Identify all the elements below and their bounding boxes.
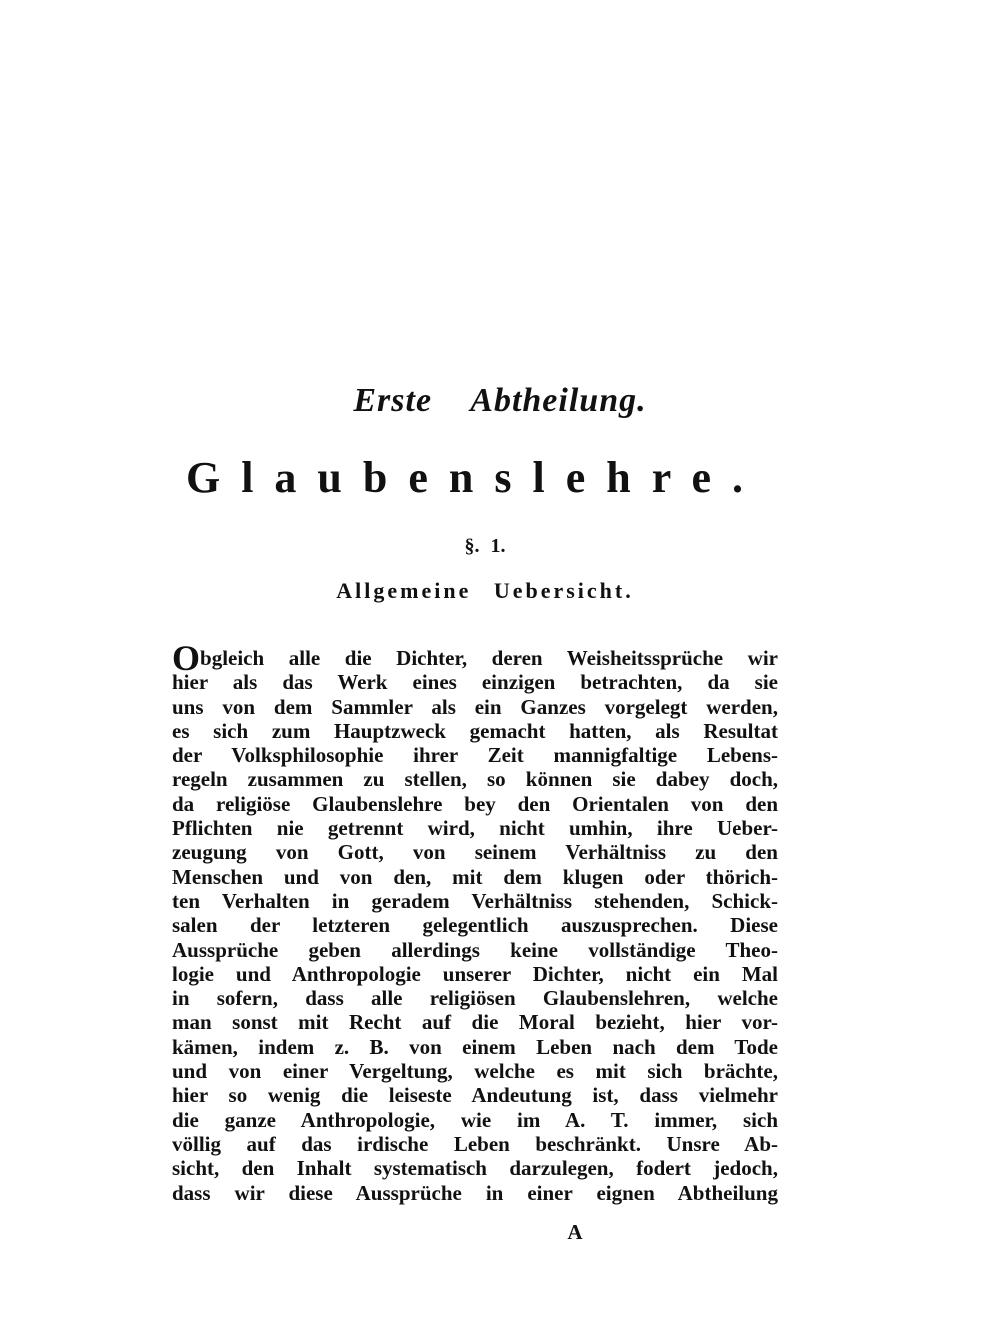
text-line: salen der letzteren gelegentlich auszusprechen. Diese: [172, 913, 778, 938]
text-line: dass wir diese Aussprüche in einer eignen Abtheilung: [172, 1180, 778, 1205]
body-text: [172, 638, 778, 1205]
text-line: sicht, den Inhalt systematisch darzulegen, fodert jedoch,: [172, 1156, 778, 1181]
text-line: da religiöse Glaubenslehre bey den Orientalen von den: [172, 791, 778, 816]
text-line: Pflichten nie getrennt wird, nicht umhin, ihre Ueber-: [172, 816, 778, 841]
text-line: völlig auf das irdische Leben beschränkt. Unsre Ab-: [172, 1131, 778, 1156]
text-line: hier als das Werk eines einzigen betrachten, da sie: [172, 670, 778, 695]
text-line: uns von dem Sammler als ein Ganzes vorgelegt werden,: [172, 694, 778, 719]
section-title: Allgemeine Uebersicht.: [336, 578, 634, 603]
text-line: der Volksphilosophie ihrer Zeit mannigfaltige Lebens-: [172, 743, 778, 768]
text-line: Aussprüche geben allerdings keine vollständige Theo-: [172, 937, 778, 962]
text-line-content: bgleich alle die Dichter, deren Weisheitssprüche wir: [200, 646, 778, 670]
text-line: regeln zusammen zu stellen, so können sie dabey doch,: [172, 767, 778, 792]
drop-cap: O: [172, 638, 201, 678]
part-title: Erste Abtheilung.: [353, 382, 647, 419]
text-line: [172, 638, 778, 678]
text-line: in sofern, dass alle religiösen Glaubenslehren, welche: [172, 986, 778, 1011]
main-title: Glaubenslehre.: [185, 453, 764, 502]
text-line: hier so wenig die leiseste Andeutung ist, dass vielmehr: [172, 1083, 778, 1108]
text-line: logie und Anthropologie unserer Dichter, nicht ein Mal: [172, 961, 778, 986]
section-number: §. 1.: [464, 535, 506, 557]
text-line: ten Verhalten in geradem Verhältniss stehenden, Schick-: [172, 888, 778, 913]
text-line: kämen, indem z. B. von einem Leben nach dem Tode: [172, 1034, 778, 1059]
text-line: es sich zum Hauptzweck gemacht hatten, als Resultat: [172, 718, 778, 743]
signature-mark: A: [567, 1220, 583, 1244]
text-line: Menschen und von den, mit dem klugen oder thörich-: [172, 864, 778, 889]
text-line: und von einer Vergeltung, welche es mit sich brächte,: [172, 1059, 778, 1084]
text-line: zeugung von Gott, von seinem Verhältniss zu den: [172, 840, 778, 865]
text-line: man sonst mit Recht auf die Moral bezieht, hier vor-: [172, 1010, 778, 1035]
text-line: die ganze Anthropologie, wie im A. T. immer, sich: [172, 1107, 778, 1132]
